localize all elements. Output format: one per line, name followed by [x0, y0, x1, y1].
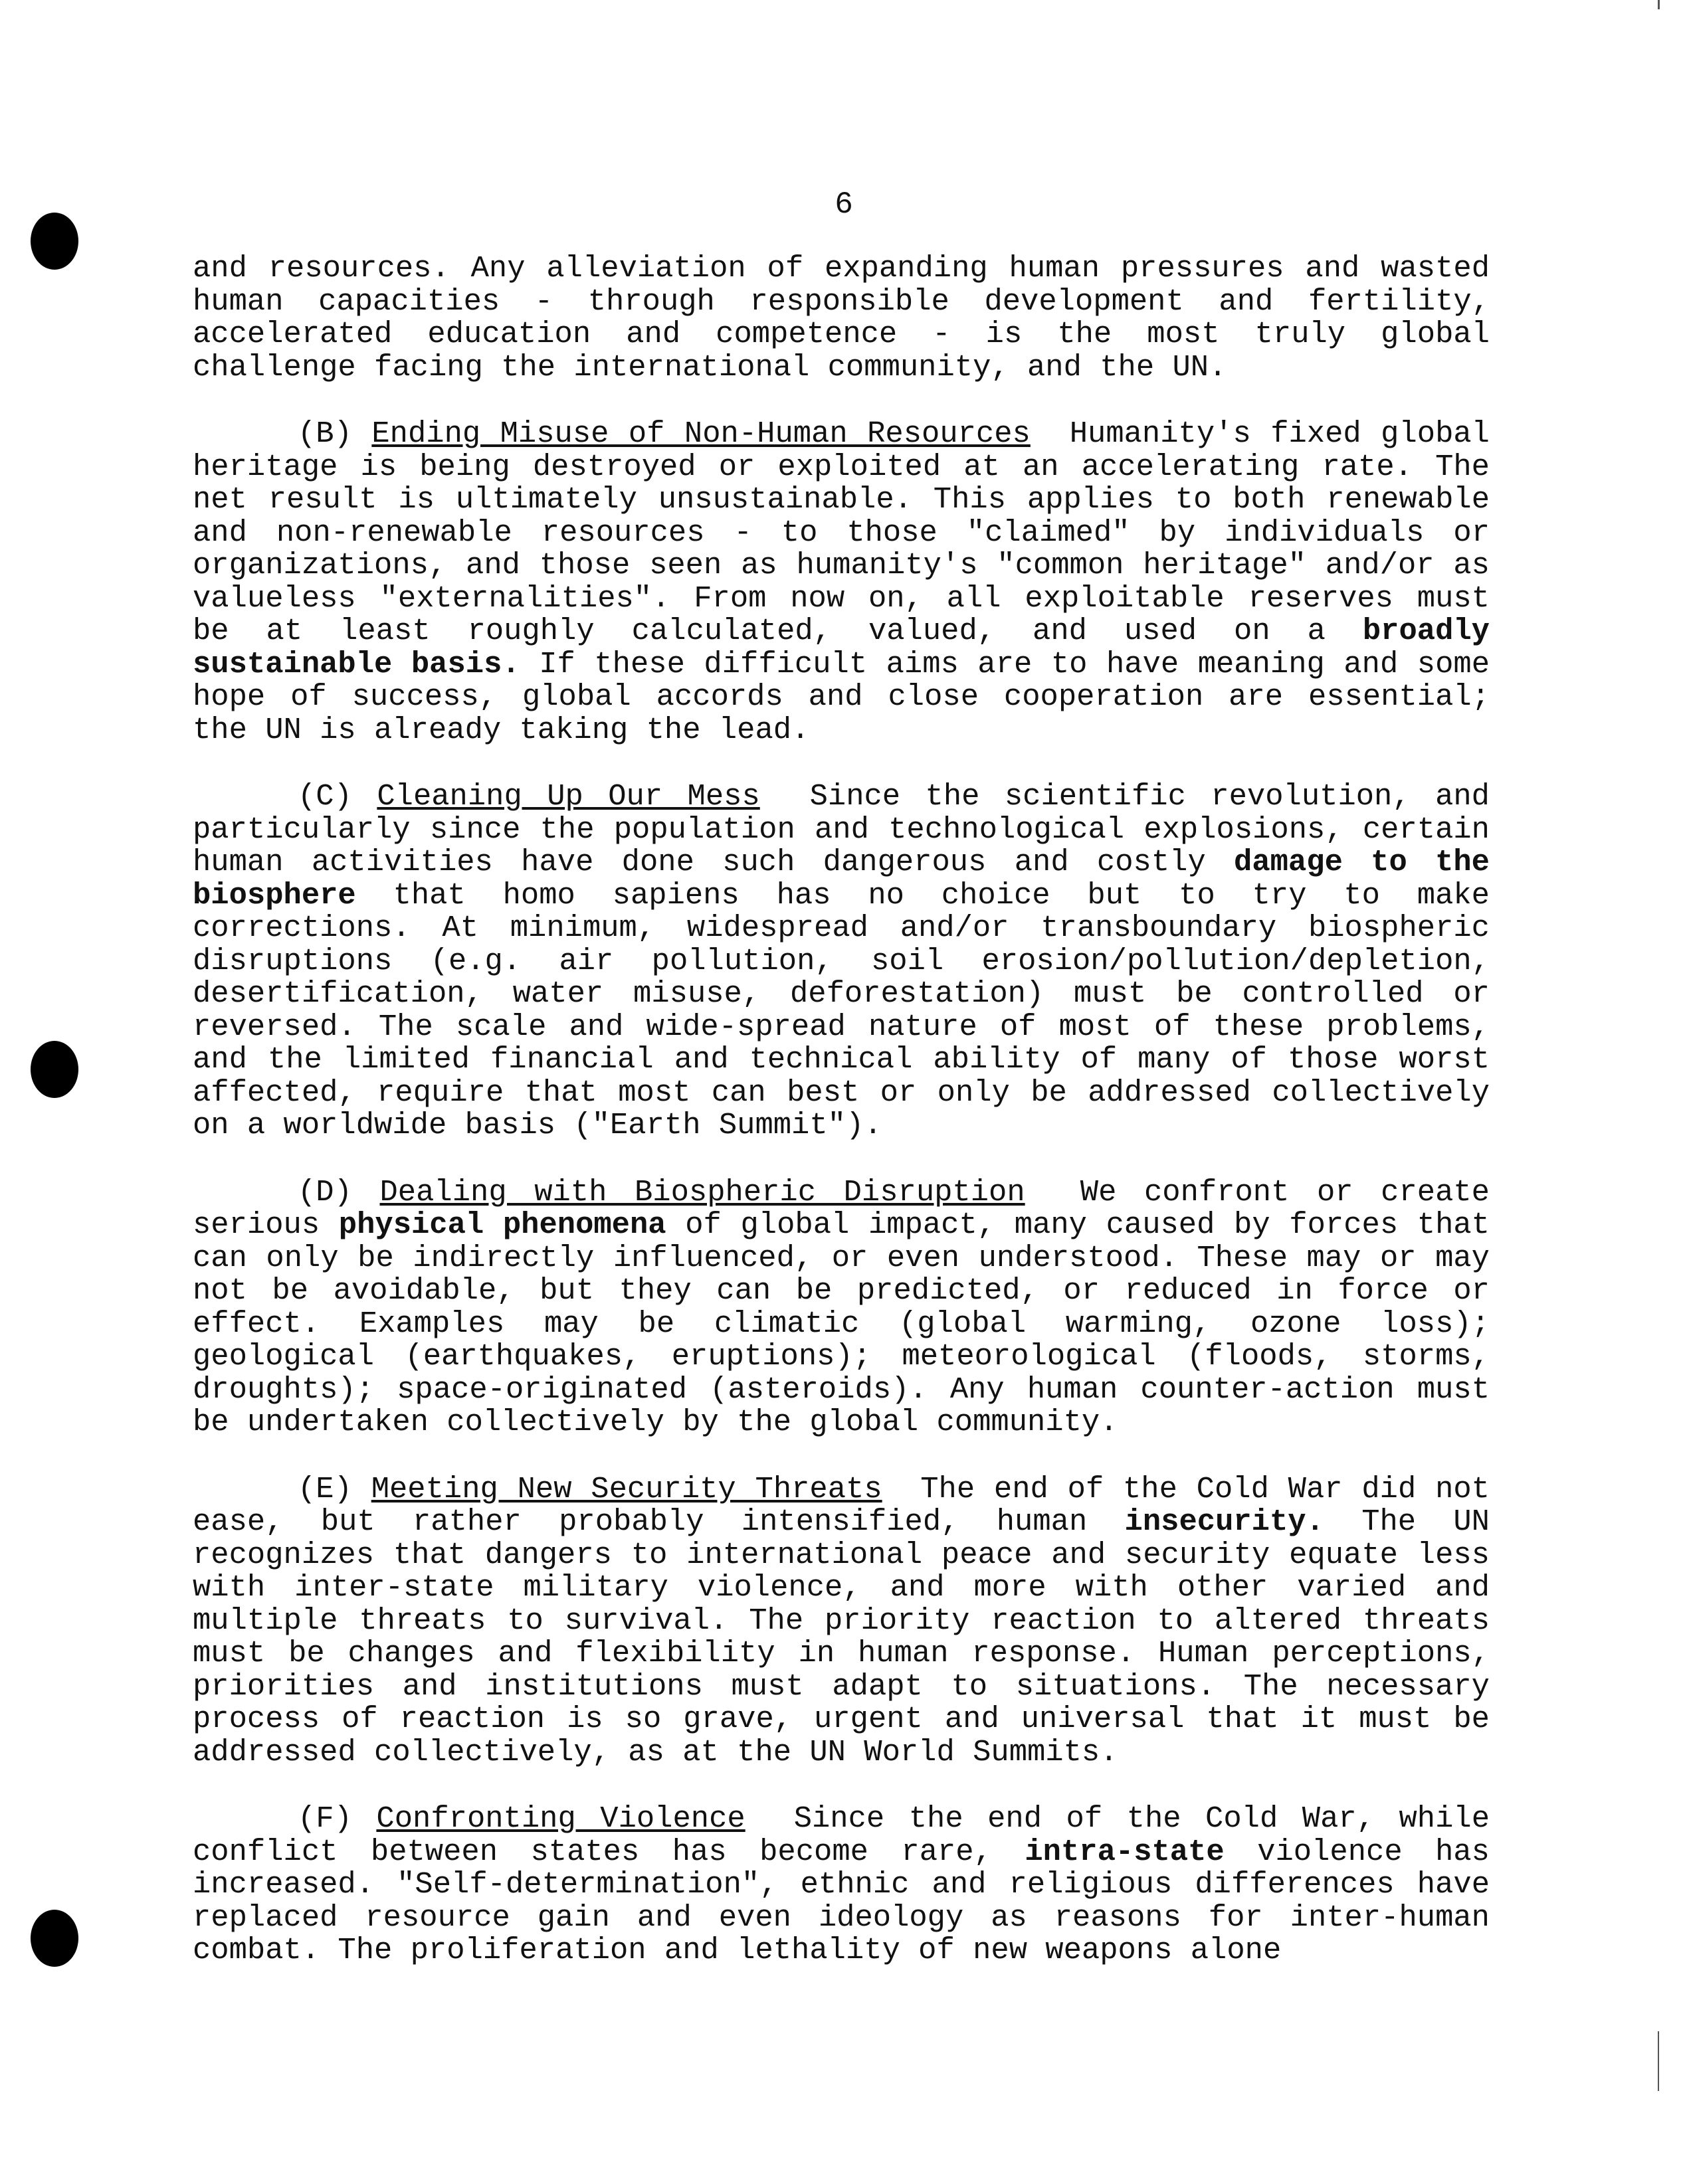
scan-edge-mark-top — [1658, 0, 1660, 9]
section-label: (E) — [298, 1471, 352, 1506]
paragraph-f — [193, 1803, 1490, 1967]
paragraph-e — [193, 1473, 1490, 1770]
paragraph-d — [193, 1176, 1490, 1439]
emphasis-text: physical phenomena — [338, 1208, 666, 1242]
body-text — [193, 252, 1490, 2001]
section-heading: Dealing with Biospheric Disruption — [379, 1174, 1025, 1210]
section-label: (C) — [298, 779, 352, 814]
section-label: (D) — [298, 1174, 352, 1210]
paragraph-text: that homo sapiens has no choice but to try to make corrections. At minimum, widespread and/or transboundary biospheric disruptions (e.g. air pollution, soil erosion/pollution/depletion, desertification, water misuse, deforestation) must be controlled or reversed. The scale and wide-spread nature of most of these problems, and the limited financial and technical ability of many of those worst affected, require that most can best or only be addressed collectively on a worldwide basis ("Earth Summit"). — [193, 877, 1490, 1142]
paragraph-text: The UN recognizes that dangers to international peace and security equate less with inter-state military violence, and more with other varied and multiple threats to survival. The priority reaction to altered threats must be changes and flexibility in human response. Human perceptions, priorities and institutions must adapt to situations. The necessary process of reaction is so grave, urgent and universal that it must be addressed collectively, as at the UN World Summits. — [193, 1504, 1490, 1770]
paragraph-continued — [193, 252, 1490, 384]
paragraph-text: Since the scientific revolution, and particularly since the population and technological explosions, certain human activities have done such dangerous and costly — [193, 779, 1490, 879]
punch-hole-top — [31, 213, 78, 270]
paragraph-text: Humanity's fixed global heritage is being destroyed or exploited at an accelerating rate. The net result is ultimately unsustainable. This applies to both renewable and non-renewable resources - to those "claimed" by individuals or organizations, and those seen as humanity's "common heritage" and/or as valueless "externalities". From now on, all exploitable reserves must be at least roughly calculated, valued, and used on a — [193, 416, 1490, 648]
page-number: 6 — [835, 187, 853, 222]
emphasis-text: insecurity. — [1124, 1504, 1324, 1539]
paragraph-text: Since the end of the Cold War, while conflict between states has become rare, — [193, 1801, 1490, 1869]
section-heading: Ending Misuse of Non-Human Resources — [371, 416, 1031, 451]
paragraph-text: We confront or create serious — [193, 1174, 1490, 1242]
paragraph-text: If these difficult aims are to have meaning and some hope of success, global accords and close cooperation are essential; the UN is already taking the lead. — [193, 646, 1490, 747]
section-heading: Confronting Violence — [376, 1801, 745, 1836]
punch-hole-middle — [31, 1041, 78, 1098]
paragraph-text: and resources. Any alleviation of expanding human pressures and wasted human capacities - through responsible development and fertility, accelerated education and competence - is the most truly global challenge facing the international community, and the UN. — [193, 251, 1490, 385]
emphasis-text: damage to the biosphere — [193, 845, 1490, 913]
section-heading: Cleaning Up Our Mess — [377, 779, 760, 814]
emphasis-text: broadly sustainable basis. — [193, 614, 1490, 682]
paragraph-text: The end of the Cold War did not ease, but rather probably intensified, human — [193, 1471, 1490, 1539]
paragraph-text: of global impact, many caused by forces that can only be indirectly influenced, or even understood. These may or may not be avoidable, but they can be predicted, or reduced in force or effect. Examples may be climatic (global warming, ozone loss); geological (earthquakes, eruptions); meteorological (floods, storms, droughts); space-originated (asteroids). Any human counter-action must be undertaken collectively by the global community. — [193, 1208, 1490, 1439]
emphasis-text: intra-state — [1025, 1834, 1225, 1869]
punch-hole-bottom — [31, 1910, 78, 1967]
paragraph-b — [193, 418, 1490, 747]
paragraph-c — [193, 780, 1490, 1142]
section-label: (B) — [298, 416, 352, 451]
scan-edge-mark-bottom — [1658, 2031, 1659, 2091]
paragraph-text: violence has increased. "Self-determination", ethnic and religious differences have replaced resource gain and even ideology as reasons for inter-human combat. The proliferation and lethality of new weapons alone — [193, 1834, 1490, 1967]
section-label: (F) — [298, 1801, 352, 1836]
section-heading: Meeting New Security Threats — [371, 1471, 882, 1506]
